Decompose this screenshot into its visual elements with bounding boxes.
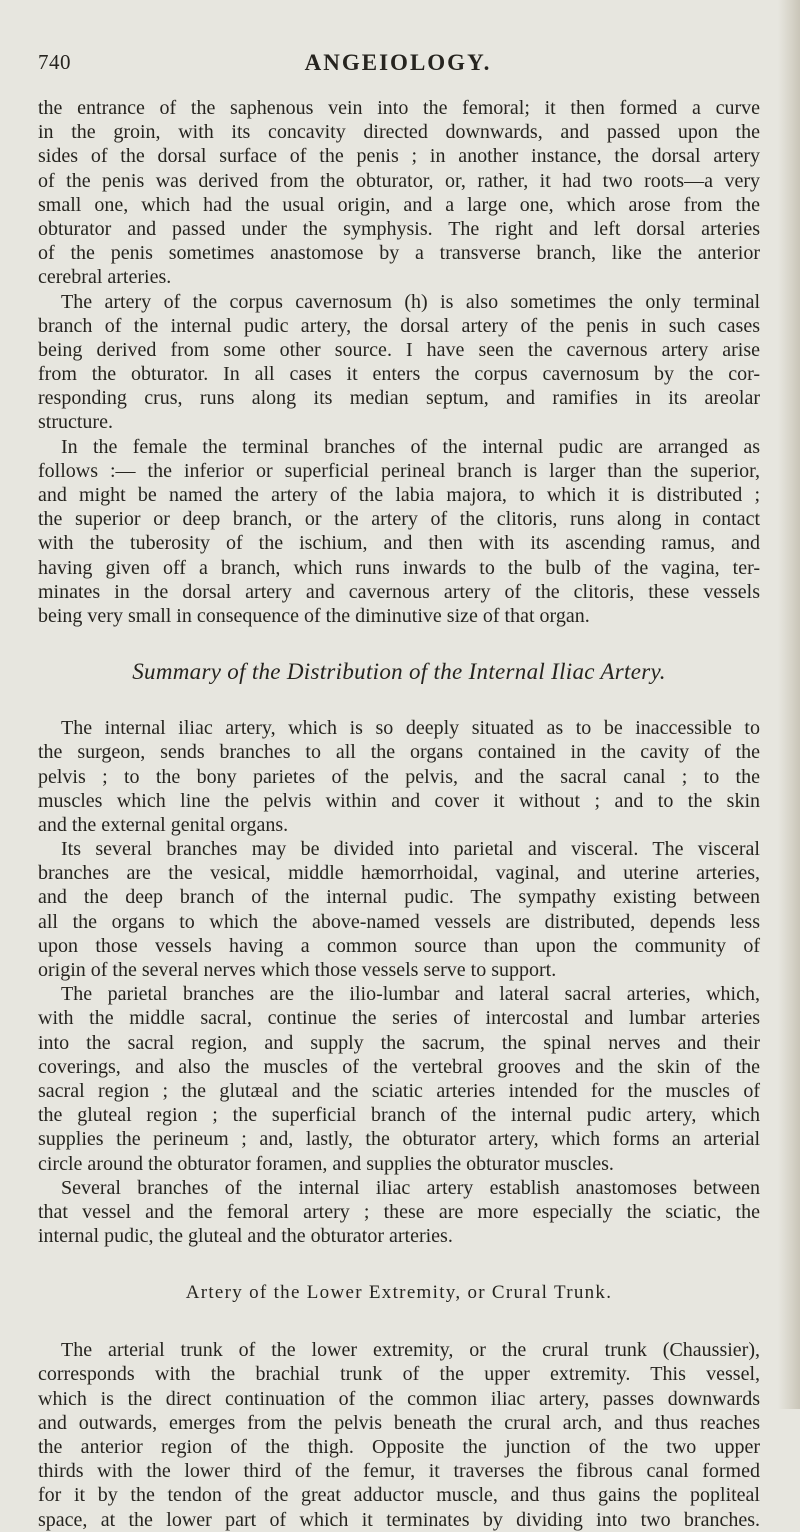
text-line: corresponds with the brachial trunk of the upper extremity. This vessel, bbox=[38, 1363, 760, 1386]
text-line: of the penis sometimes anastomose by a transverse branch, like the anterior bbox=[38, 242, 760, 265]
text-line: obturator and passed under the symphysis. The right and left dorsal arteries bbox=[38, 217, 760, 240]
text-line: cerebral arteries. bbox=[38, 266, 172, 289]
text-line: being derived from some other source. I have seen the cavernous artery arise bbox=[38, 338, 760, 361]
text-line: the anterior region of the thigh. Opposite the junction of the two upper bbox=[38, 1436, 760, 1458]
paragraph-dorsal-artery-continued bbox=[38, 96, 760, 290]
text-line: supplies the perineum ; and, lastly, the obturator artery, which forms an arterial bbox=[38, 1128, 760, 1151]
text-line: sacral region ; the glutæal and the sciatic arteries intended for the muscles of bbox=[38, 1079, 760, 1102]
text-line: the gluteal region ; the superficial branch of the internal pudic artery, which bbox=[38, 1104, 760, 1127]
text-line: minates in the dorsal artery and cavernous artery of the clitoris, these vessels bbox=[38, 580, 760, 603]
text-line: which is the direct continuation of the common iliac artery, passes downwards bbox=[38, 1387, 760, 1410]
paragraph-corpus-cavernosum bbox=[38, 290, 760, 435]
text-line: and the external genital organs. bbox=[38, 813, 289, 836]
paragraph-summary-intro bbox=[38, 716, 760, 837]
section-heading-crural-trunk: Artery of the Lower Extremity, or Crural Trunk. bbox=[185, 1282, 613, 1304]
text-line: The arterial trunk of the lower extremity, or the crural trunk (Chaussier), bbox=[61, 1339, 760, 1362]
text-line: Its several branches may be divided into parietal and visceral. The visceral bbox=[61, 838, 760, 861]
text-line: follows :— the inferior or superficial perineal branch is larger than the superior, bbox=[38, 459, 760, 482]
text-line: responding crus, runs along its median septum, and ramifies in its areolar bbox=[38, 387, 760, 410]
section-heading-summary: Summary of the Distribution of the Internal Iliac Artery. bbox=[132, 659, 666, 685]
text-line: Several branches of the internal iliac artery establish anastomoses between bbox=[61, 1176, 760, 1199]
spacer bbox=[38, 628, 760, 658]
page-body bbox=[38, 96, 760, 1532]
page-edge-shadow bbox=[778, 0, 800, 1409]
text-line: with the middle sacral, continue the series of intercostal and lumbar arteries bbox=[38, 1007, 760, 1030]
text-line: pelvis ; to the bony parietes of the pelvis, and the sacral canal ; to the bbox=[38, 765, 760, 788]
text-line: being very small in consequence of the diminutive size of that organ. bbox=[38, 604, 590, 627]
text-line: and outwards, emerges from the pelvis beneath the crural arch, and thus reaches bbox=[38, 1411, 760, 1434]
text-line: branch of the internal pudic artery, the dorsal artery of the penis in such cases bbox=[38, 314, 760, 337]
text-line: the surgeon, sends branches to all the organs contained in the cavity of the bbox=[38, 741, 760, 764]
text-line: upon those vessels having a common source than upon the community of bbox=[38, 934, 760, 957]
paragraph-anastomoses bbox=[38, 1176, 760, 1249]
text-line: The artery of the corpus cavernosum (h) is also sometimes the only terminal bbox=[61, 290, 760, 313]
text-line: circle around the obturator foramen, and supplies the obturator muscles. bbox=[38, 1152, 614, 1175]
text-line: with the tuberosity of the ischium, and then with its ascending ramus, and bbox=[38, 532, 760, 555]
text-line: the entrance of the saphenous vein into the femoral; it then formed a curve bbox=[38, 97, 760, 119]
text-line: muscles which line the pelvis within and cover it without ; and to the skin bbox=[38, 789, 760, 812]
text-line: and might be named the artery of the labia majora, to which it is distributed ; bbox=[38, 484, 760, 506]
text-line: having given off a branch, which runs inwards to the bulb of the vagina, ter- bbox=[38, 556, 760, 579]
text-line: space, at the lower part of which it terminates by dividing into two branches. bbox=[38, 1508, 760, 1531]
spacer bbox=[38, 1305, 760, 1338]
text-line: structure. bbox=[38, 411, 113, 434]
text-line: sides of the dorsal surface of the penis ; in another instance, the dorsal artery bbox=[38, 145, 760, 168]
page-number: 740 bbox=[38, 50, 71, 74]
text-line: small one, which had the usual origin, and a large one, which arose from the bbox=[38, 193, 760, 216]
running-head: ANGEIOLOGY. bbox=[304, 50, 492, 75]
text-line: origin of the several nerves which those vessels serve to support. bbox=[38, 959, 557, 981]
text-line: coverings, and also the muscles of the vertebral grooves and the skin of the bbox=[38, 1055, 760, 1078]
text-line: the superior or deep branch, or the artery of the clitoris, runs along in contact bbox=[38, 508, 760, 531]
text-line: internal pudic, the gluteal and the obturator arteries. bbox=[38, 1225, 453, 1248]
page-header bbox=[38, 50, 758, 84]
spacer bbox=[38, 686, 760, 716]
text-line: In the female the terminal branches of the internal pudic are arranged as bbox=[61, 435, 760, 458]
text-line: all the organs to which the above-named vessels are distributed, depends less bbox=[38, 910, 760, 933]
text-line: that vessel and the femoral artery ; these are more especially the sciatic, the bbox=[38, 1200, 760, 1223]
text-line: from the obturator. In all cases it enters the corpus cavernosum by the cor- bbox=[38, 363, 760, 386]
text-line: of the penis was derived from the obturator, or, rather, it had two roots—a very bbox=[38, 169, 760, 192]
text-line: into the sacral region, and supply the sacrum, the spinal nerves and their bbox=[38, 1031, 760, 1054]
text-line: The parietal branches are the ilio-lumbar and lateral sacral arteries, which, bbox=[61, 983, 760, 1006]
text-line: and the deep branch of the internal pudic. The sympathy existing between bbox=[38, 886, 760, 909]
paragraph-parietal bbox=[38, 982, 760, 1176]
paragraph-crural-trunk bbox=[38, 1338, 760, 1532]
paragraph-visceral bbox=[38, 837, 760, 982]
text-line: The internal iliac artery, which is so deeply situated as to be inaccessible to bbox=[61, 717, 760, 740]
text-line: branches are the vesical, middle hæmorrhoidal, vaginal, and uterine arteries, bbox=[38, 862, 760, 885]
paragraph-female bbox=[38, 435, 760, 629]
text-line: in the groin, with its concavity directed downwards, and passed upon the bbox=[38, 121, 760, 144]
text-line: thirds with the lower third of the femur, it traverses the fibrous canal formed bbox=[38, 1460, 760, 1483]
text-line: for it by the tendon of the great adductor muscle, and thus gains the popliteal bbox=[38, 1484, 760, 1507]
spacer bbox=[38, 1248, 760, 1281]
